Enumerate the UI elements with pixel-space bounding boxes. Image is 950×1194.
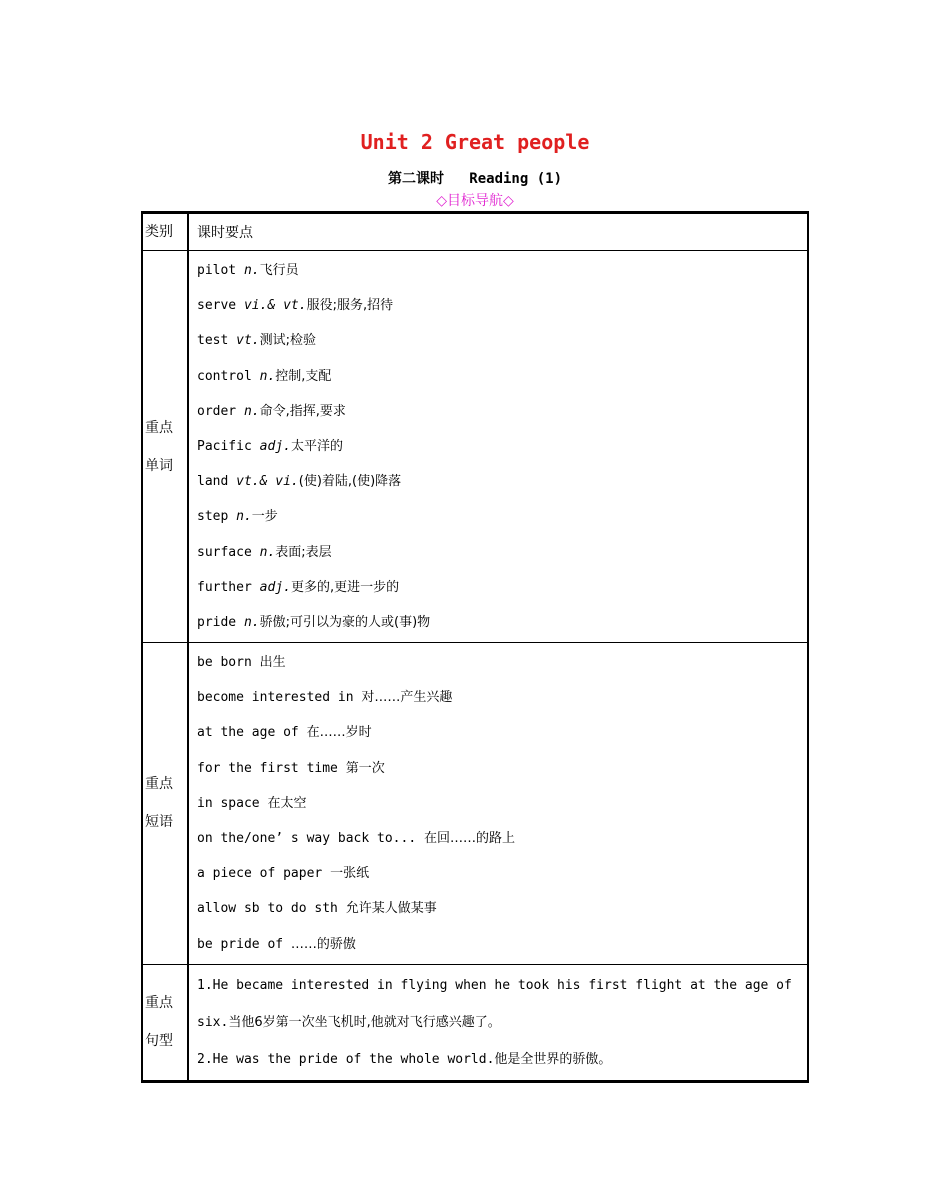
key-points-table <box>141 211 809 1083</box>
sentences-list <box>188 964 808 1081</box>
phrase-item <box>197 856 807 891</box>
phrase-meaning: 第一次 <box>345 760 385 776</box>
goal-navigation-label: ◇目标导航◇ <box>436 193 514 209</box>
phrase-meaning: 在回……的路上 <box>423 831 515 846</box>
table-header-row <box>142 213 808 251</box>
words-list <box>188 251 808 643</box>
word-item <box>197 323 807 358</box>
word-meaning: 命令,指挥,要求 <box>259 403 346 419</box>
phrase-item <box>197 680 807 715</box>
word-item <box>197 394 807 429</box>
phrase-item <box>197 786 807 821</box>
phrases-category-l1: 重点 <box>145 776 173 793</box>
word-english: step <box>197 509 229 525</box>
phrase-english: at the age of <box>197 725 299 741</box>
lesson-subtitle <box>0 168 950 188</box>
phrases-category-l2: 短语 <box>145 814 173 831</box>
header-points-cell <box>188 213 808 251</box>
phrases-row <box>142 643 808 965</box>
sentences-category-l2: 句型 <box>145 1033 173 1050</box>
phrase-english: a piece of paper <box>197 866 323 882</box>
word-english: pride <box>197 614 237 630</box>
lesson-period: 第二课时 <box>387 171 444 187</box>
phrase-english: be born <box>197 655 252 671</box>
sentence-2-translation: 他是全世界的骄傲。 <box>494 1051 612 1067</box>
phrase-meaning: ……的骄傲 <box>290 936 356 952</box>
word-part-of-speech: vt.& vi. <box>236 474 299 490</box>
word-item <box>197 535 807 570</box>
word-english: surface <box>197 544 252 560</box>
words-category-cell <box>142 251 188 643</box>
word-item <box>197 570 807 605</box>
phrase-meaning: 一张纸 <box>330 866 370 882</box>
word-item <box>197 288 807 323</box>
words-category-l2: 单词 <box>145 457 173 474</box>
word-meaning: 骄傲;可引以为豪的人或(事)物 <box>259 614 431 630</box>
sentence-1-english: 1.He became interested in flying when he took his first flight at the age of <box>197 977 792 993</box>
phrase-english: be pride of <box>197 936 284 952</box>
word-meaning: 控制,支配 <box>275 368 332 384</box>
word-item <box>197 253 807 288</box>
word-meaning: (使)着陆,(使)降落 <box>298 474 402 490</box>
header-category: 类别 <box>145 224 173 240</box>
phrase-english: on the/one’ s way back to... <box>197 831 417 846</box>
phrase-item <box>197 751 807 786</box>
phrase-english: allow sb to do sth <box>197 901 338 917</box>
word-part-of-speech: n. <box>259 368 276 384</box>
header-points: 课时要点 <box>197 225 253 241</box>
word-item <box>197 359 807 394</box>
phrases-list <box>188 643 808 965</box>
word-english: test <box>197 333 229 349</box>
sentences-category-cell <box>142 964 188 1081</box>
sentences-category-l1: 重点 <box>145 995 173 1012</box>
phrase-meaning: 对……产生兴趣 <box>361 690 453 706</box>
phrase-item <box>197 645 807 680</box>
phrases-category-cell <box>142 643 188 965</box>
word-english: serve <box>197 298 237 314</box>
phrase-english: for the first time <box>197 760 338 776</box>
phrase-english: become interested in <box>197 690 354 706</box>
word-part-of-speech: n. <box>243 403 260 419</box>
word-english: pilot <box>197 263 237 278</box>
header-category-cell <box>142 213 188 251</box>
word-meaning: 一步 <box>251 509 278 525</box>
phrase-item <box>197 927 807 962</box>
sentence-2-english: 2.He was the pride of the whole world. <box>197 1051 495 1067</box>
word-part-of-speech: n. <box>243 263 260 278</box>
phrase-english: in space <box>197 795 260 811</box>
word-meaning: 太平洋的 <box>290 438 343 454</box>
word-item <box>197 605 807 640</box>
unit-title: Unit 2 Great people <box>360 130 590 154</box>
word-part-of-speech: vt. <box>236 333 260 349</box>
word-english: order <box>197 403 237 419</box>
phrase-item <box>197 891 807 926</box>
phrase-item <box>197 821 807 856</box>
word-part-of-speech: n. <box>236 509 252 525</box>
sentence-1-continued <box>197 1004 807 1041</box>
sentence-1-translation: 当他6岁第一次坐飞机时,他就对飞行感兴趣了。 <box>228 1014 501 1030</box>
word-english: land <box>197 474 229 490</box>
word-part-of-speech: adj. <box>259 579 291 595</box>
word-item <box>197 429 807 464</box>
phrase-meaning: 在太空 <box>267 795 307 811</box>
sentence-1-english-end: six. <box>197 1014 229 1030</box>
word-english: control <box>197 368 252 384</box>
word-meaning: 测试;检验 <box>259 333 317 349</box>
word-english: further <box>197 579 252 595</box>
sentence-2 <box>197 1041 807 1078</box>
word-meaning: 飞行员 <box>259 263 299 278</box>
word-meaning: 更多的,更进一步的 <box>290 579 400 595</box>
sentences-row <box>142 964 808 1081</box>
words-row <box>142 251 808 643</box>
phrase-meaning: 允许某人做某事 <box>345 901 437 917</box>
word-part-of-speech: adj. <box>259 438 291 454</box>
lesson-name: Reading (1) <box>469 171 562 187</box>
phrase-meaning: 在……岁时 <box>306 725 372 741</box>
word-item <box>197 464 807 499</box>
word-meaning: 表面;表层 <box>275 544 332 560</box>
words-category-l1: 重点 <box>145 419 173 436</box>
word-english: Pacific <box>197 438 252 454</box>
word-item <box>197 499 807 534</box>
phrase-item <box>197 715 807 750</box>
word-part-of-speech: vi.& vt. <box>243 298 307 314</box>
word-part-of-speech: n. <box>259 544 276 560</box>
word-meaning: 服役;服务,招待 <box>306 298 394 314</box>
phrase-meaning: 出生 <box>259 655 286 671</box>
word-part-of-speech: n. <box>243 614 260 630</box>
